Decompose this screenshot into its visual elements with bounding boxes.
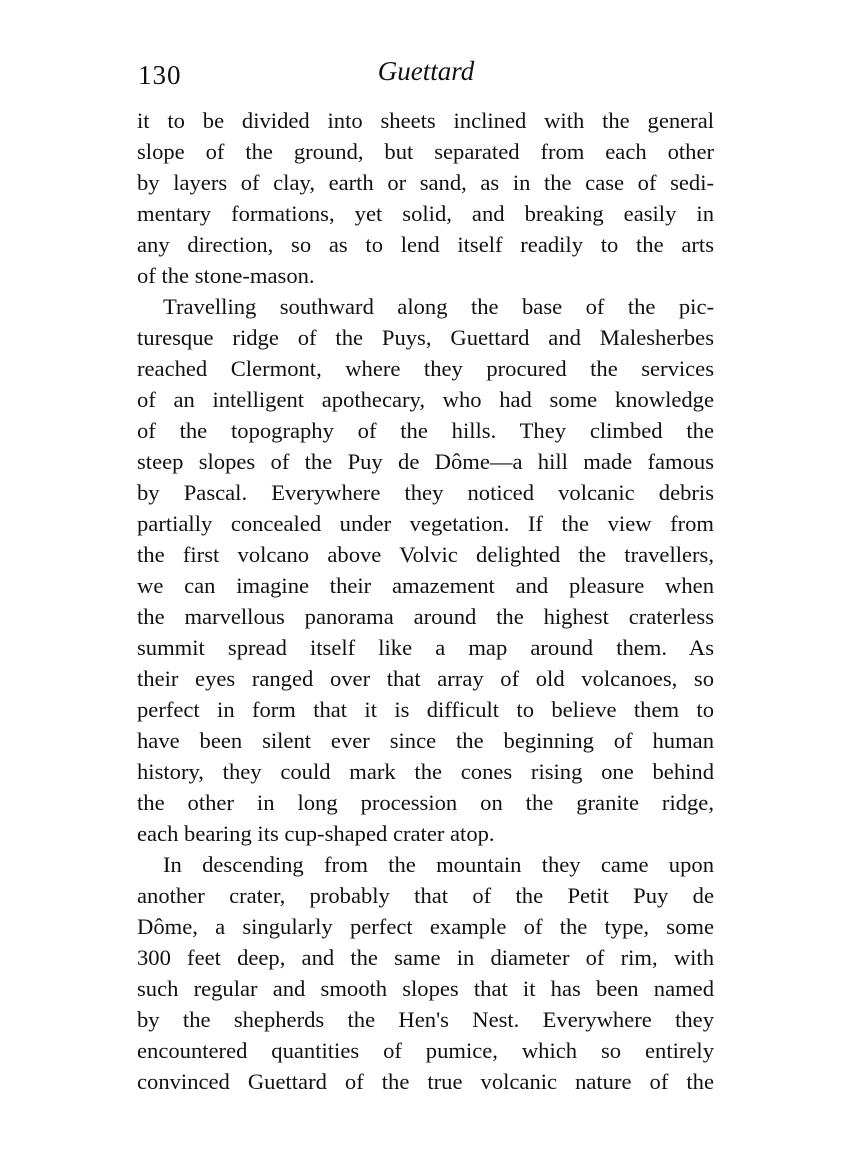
text-line: of an intelligent apothecary, who had some knowledge <box>137 387 714 412</box>
text-line: the marvellous panorama around the highest craterless <box>137 604 714 629</box>
text-line: each bearing its cup-shaped crater atop. <box>137 821 495 846</box>
text-line: partially concealed under vegetation. If the view from <box>137 511 714 536</box>
text-line: reached Clermont, where they procured the services <box>137 356 714 381</box>
running-title: Guettard <box>377 56 475 86</box>
running-head <box>138 56 714 96</box>
text-line: 300 feet deep, and the same in diameter of rim, with <box>137 945 714 970</box>
text-line: Dôme, a singularly perfect example of the type, some <box>137 914 714 939</box>
page-number: 130 <box>138 60 182 90</box>
text-line: summit spread itself like a map around them. As <box>137 635 714 660</box>
text-line: the first volcano above Volvic delighted the travellers, <box>137 542 714 567</box>
text-line: slope of the ground, but separated from each other <box>137 139 714 164</box>
text-line: the other in long procession on the granite ridge, <box>137 790 714 815</box>
text-line: mentary formations, yet solid, and breaking easily in <box>137 201 714 226</box>
text-line: it to be divided into sheets inclined with the general <box>137 108 714 133</box>
text-line: we can imagine their amazement and pleasure when <box>137 573 714 598</box>
text-line: by Pascal. Everywhere they noticed volcanic debris <box>137 480 714 505</box>
text-line: encountered quantities of pumice, which so entirely <box>137 1038 714 1063</box>
text-line: of the topography of the hills. They climbed the <box>137 418 714 443</box>
text-line: In descending from the mountain they came upon <box>163 852 714 877</box>
body-text <box>137 105 714 1097</box>
text-line: history, they could mark the cones rising one behind <box>137 759 714 784</box>
text-line: of the stone-mason. <box>137 263 315 288</box>
text-line: perfect in form that it is difficult to believe them to <box>137 697 714 722</box>
text-line: their eyes ranged over that array of old volcanoes, so <box>137 666 714 691</box>
text-line: Travelling southward along the base of the pic- <box>163 294 714 319</box>
text-line: by the shepherds the Hen's Nest. Everywhere they <box>137 1007 714 1032</box>
text-line: another crater, probably that of the Petit Puy de <box>137 883 714 908</box>
text-line: steep slopes of the Puy de Dôme—a hill made famous <box>137 449 714 474</box>
text-line: by layers of clay, earth or sand, as in the case of sedi- <box>137 170 714 195</box>
text-line: such regular and smooth slopes that it has been named <box>137 976 714 1001</box>
text-line: turesque ridge of the Puys, Guettard and Malesherbes <box>137 325 714 350</box>
text-line: have been silent ever since the beginning of human <box>137 728 714 753</box>
text-line: any direction, so as to lend itself readily to the arts <box>137 232 714 257</box>
text-line: convinced Guettard of the true volcanic nature of the <box>137 1069 714 1094</box>
